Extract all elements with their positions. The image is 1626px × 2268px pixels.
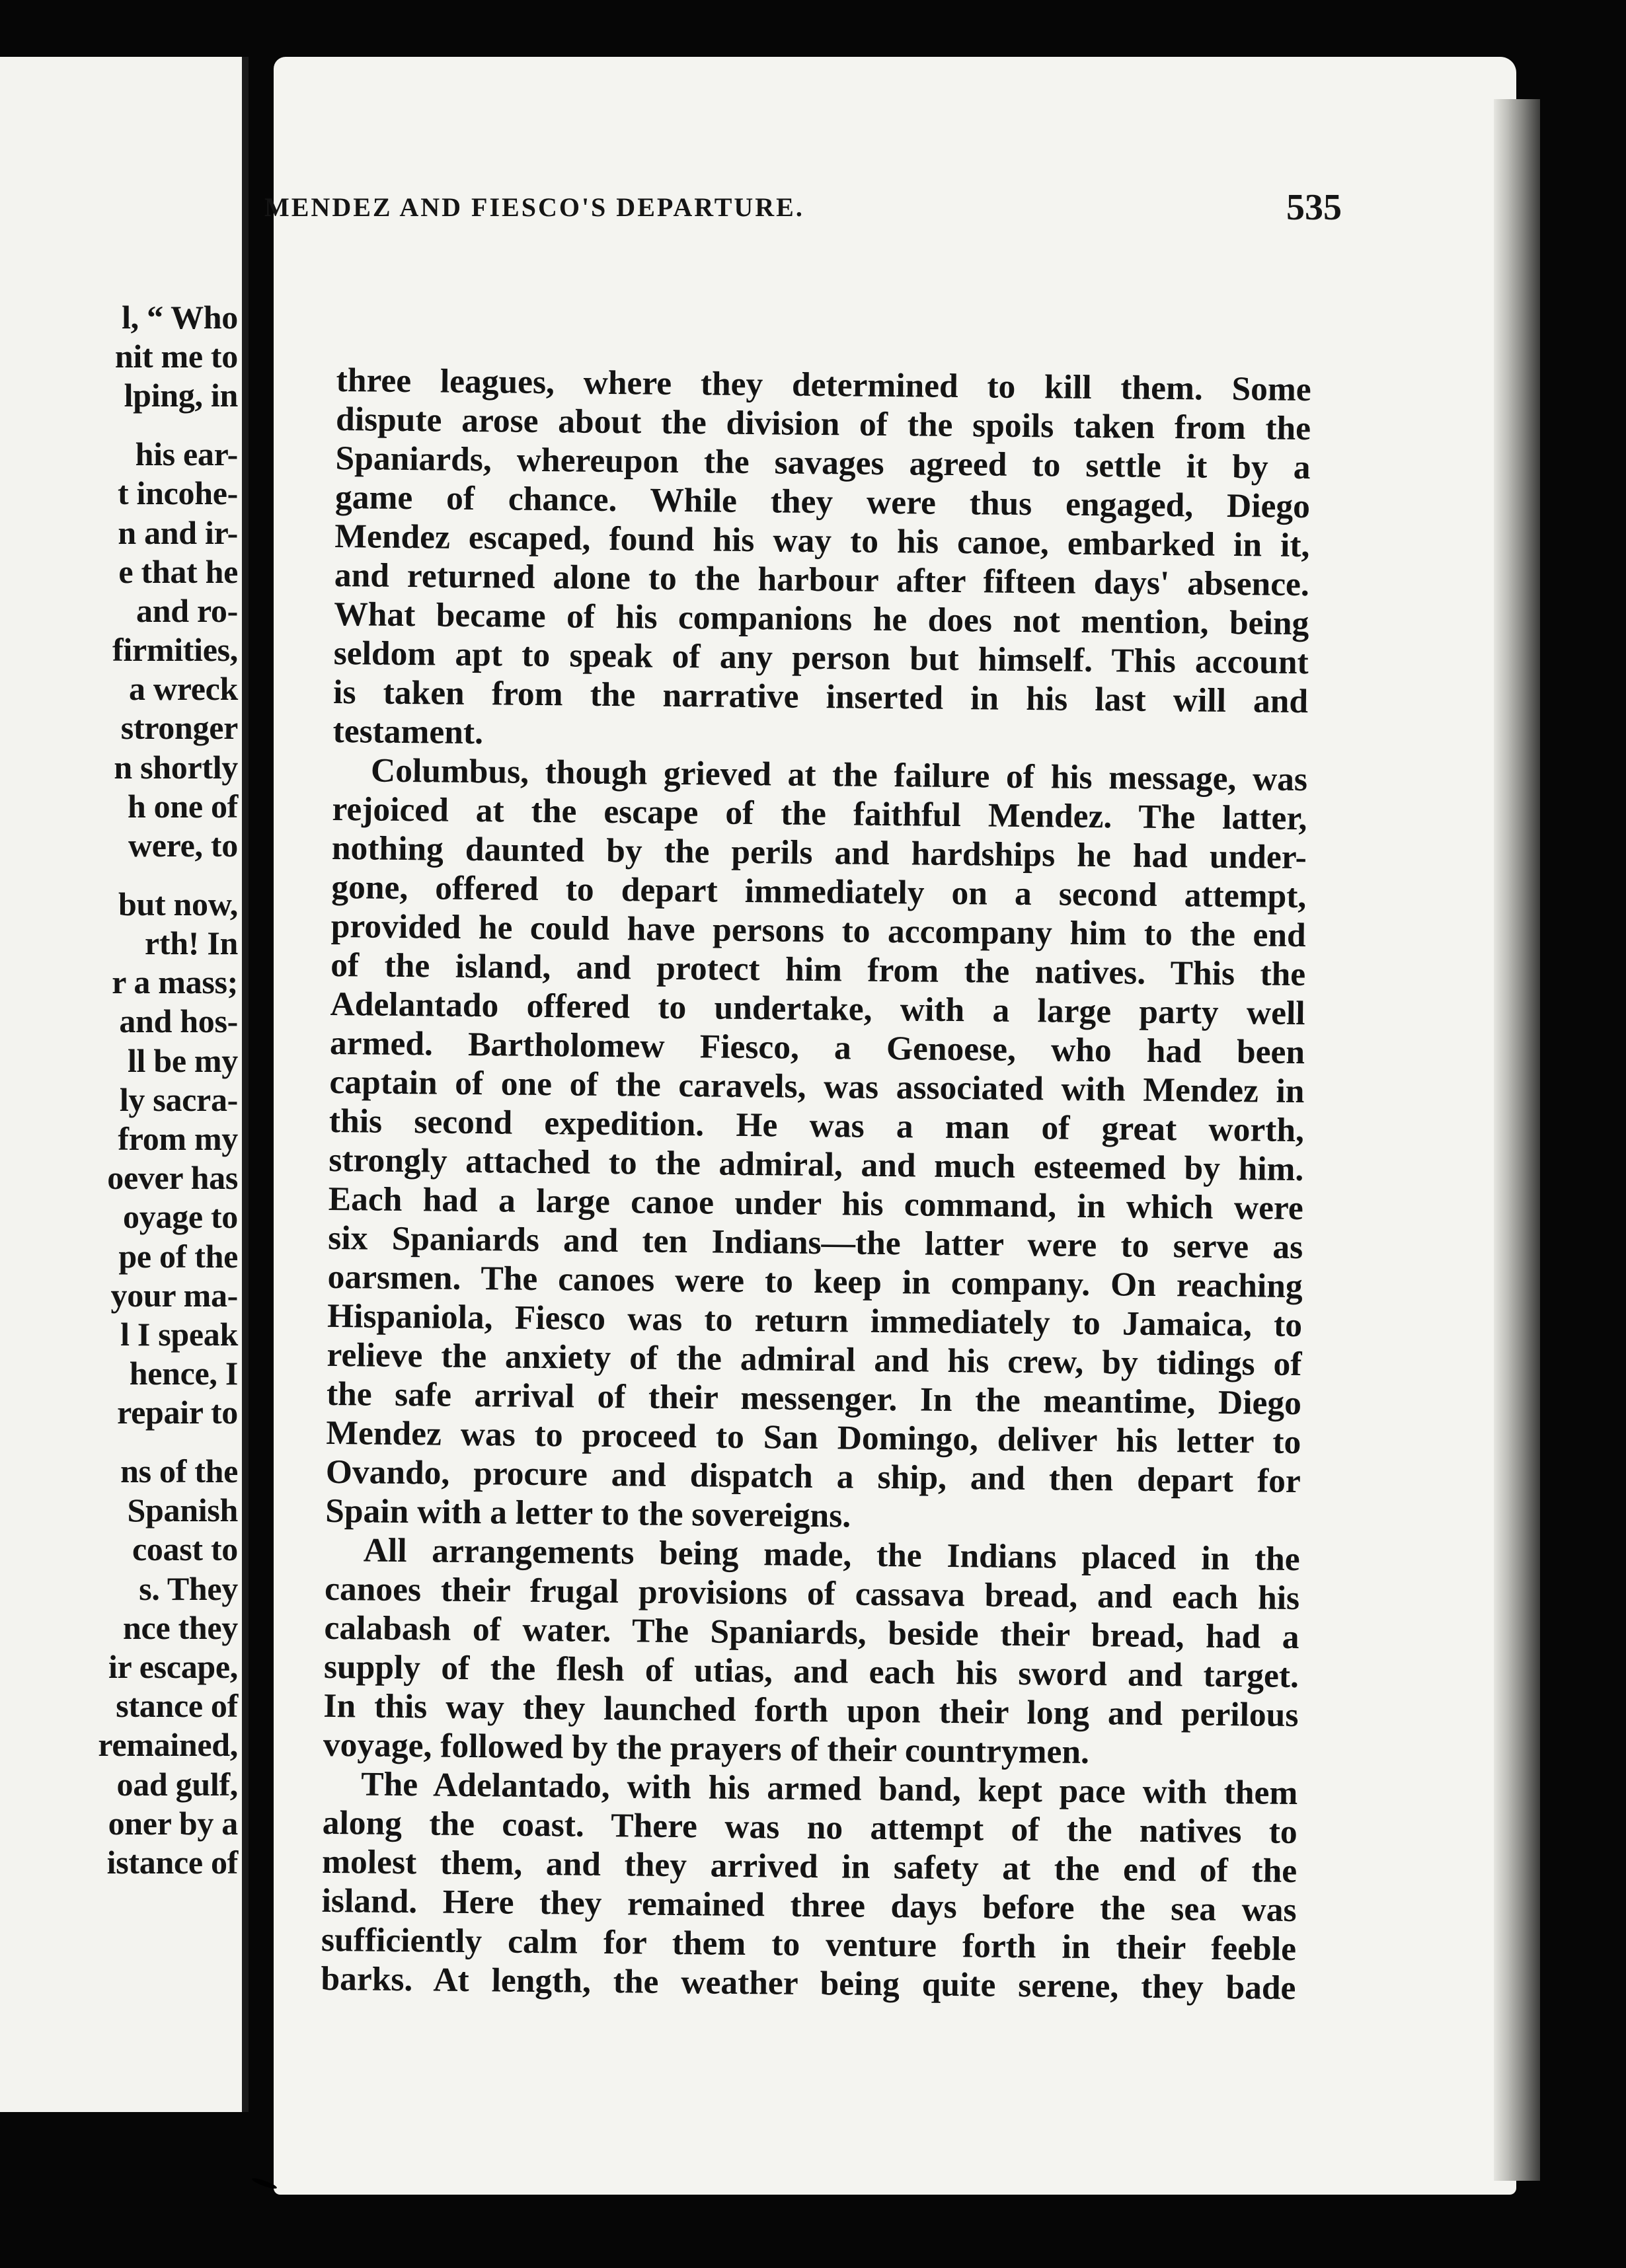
text-line: is taken from the narrative inserted in his last will and bbox=[332, 673, 1309, 721]
text-line: canoes their frugal provisions of cassava bread, and each his bbox=[324, 1569, 1300, 1618]
text-line: voyage, followed by the prayers of their countrymen. bbox=[323, 1725, 1090, 1772]
text-line: Mendez escaped, found his way to his canoe, embarked in it, bbox=[334, 517, 1310, 565]
text-line: Spaniards, whereupon the savages agreed to settle it by a bbox=[335, 439, 1311, 487]
running-title: MENDEZ AND FIESCO'S DEPARTURE. bbox=[264, 192, 804, 222]
text-line: strongly attached to the admiral, and much esteemed by him. bbox=[329, 1141, 1304, 1189]
text-line: of the island, and protect him from the natives. This the bbox=[330, 946, 1306, 994]
facing-page-line: l I speak bbox=[120, 1315, 238, 1353]
facing-page-line: repair to bbox=[117, 1394, 238, 1431]
facing-page-line: and ro- bbox=[136, 591, 238, 629]
facing-page-line: nce they bbox=[123, 1608, 238, 1646]
facing-page-line: stance of bbox=[116, 1687, 238, 1725]
facing-page-line: n shortly bbox=[114, 748, 238, 786]
facing-page-line: s. They bbox=[139, 1569, 238, 1607]
facing-page-line: a wreck bbox=[129, 670, 238, 708]
facing-page-line: oyage to bbox=[123, 1198, 238, 1236]
text-line: nothing daunted by the perils and hardships he had under- bbox=[331, 829, 1307, 877]
text-line: All arrangements being made, the Indians placed in the bbox=[363, 1531, 1300, 1579]
facing-page-line: r a mass; bbox=[112, 964, 238, 1001]
text-line: Mendez was to proceed to San Domingo, deliver his letter to bbox=[326, 1414, 1301, 1462]
text-line: oarsmen. The canoes were to keep in company. On reaching bbox=[327, 1258, 1303, 1306]
facing-page-line bbox=[0, 865, 238, 885]
facing-page-line: t incohe- bbox=[118, 474, 238, 512]
facing-page-line: Spanish bbox=[127, 1492, 238, 1529]
text-line: Hispaniola, Fiesco was to return immediately to Jamaica, to bbox=[327, 1297, 1303, 1345]
facing-page-line: nit me to bbox=[114, 338, 238, 375]
facing-page-line: but now, bbox=[118, 885, 238, 923]
facing-page-line: oad gulf, bbox=[116, 1765, 238, 1803]
facing-page-line: ly sacra- bbox=[119, 1080, 238, 1118]
facing-page-line bbox=[0, 1432, 238, 1452]
facing-page-line: from my bbox=[118, 1119, 238, 1157]
text-line: What became of his companions he does not mention, being bbox=[334, 595, 1309, 643]
text-line: this second expedition. He was a man of great worth, bbox=[329, 1102, 1305, 1150]
text-line: relieve the anxiety of the admiral and his crew, by tidings of bbox=[327, 1336, 1302, 1384]
facing-page-line: rth! In bbox=[145, 925, 238, 962]
text-line: supply of the flesh of utias, and each his sword and target. bbox=[323, 1647, 1299, 1696]
facing-page-line: and hos- bbox=[119, 1002, 238, 1040]
text-line: The Adelantado, with his armed band, kept pace with them bbox=[361, 1765, 1298, 1813]
facing-page-line: h one of bbox=[127, 787, 238, 825]
facing-page-line: n and ir- bbox=[118, 513, 238, 551]
text-line: Ovando, procure and dispatch a ship, and then depart for bbox=[325, 1453, 1301, 1501]
text-line: molest them, and they arrived in safety at the end of the bbox=[321, 1842, 1297, 1891]
text-line: captain of one of the caravels, was associated with Mendez in bbox=[329, 1063, 1305, 1111]
facing-page-line: ns of the bbox=[120, 1453, 238, 1490]
text-line: along the coast. There was no attempt of the natives to bbox=[322, 1803, 1297, 1852]
text-line: In this way they launched forth upon their long and perilous bbox=[323, 1686, 1299, 1735]
facing-page-line: e that he bbox=[118, 552, 238, 590]
text-line: Spain with a letter to the sovereigns. bbox=[325, 1492, 851, 1535]
facing-page-line: istance of bbox=[106, 1843, 238, 1881]
facing-page-line: ir escape, bbox=[108, 1647, 238, 1685]
text-line: Each had a large canoe under his command, in which were bbox=[328, 1180, 1304, 1228]
text-line: testament. bbox=[332, 712, 484, 752]
facing-page-line: ll be my bbox=[127, 1041, 238, 1079]
facing-page-line: oner by a bbox=[108, 1804, 238, 1842]
facing-page-line: hence, I bbox=[129, 1355, 238, 1392]
text-line: and returned alone to the harbour after fifteen days' absence. bbox=[334, 556, 1310, 604]
text-line: barks. At length, the weather being quite serene, they bade bbox=[321, 1959, 1296, 2008]
text-line: Adelantado offered to undertake, with a large party well bbox=[330, 985, 1305, 1033]
facing-page-line: lping, in bbox=[124, 377, 238, 414]
text-line: the safe arrival of their messenger. In the meantime, Diego bbox=[326, 1375, 1302, 1423]
text-line: island. Here they remained three days before the sea was bbox=[321, 1881, 1297, 1930]
text-line: gone, offered to depart immediately on a second attempt, bbox=[331, 868, 1307, 916]
facing-page-line: your ma- bbox=[110, 1276, 238, 1314]
text-line: rejoiced at the escape of the faithful Mendez. The latter, bbox=[332, 790, 1307, 838]
text-line: armed. Bartholomew Fiesco, a Genoese, who had been bbox=[329, 1024, 1305, 1072]
facing-page-line: stronger bbox=[120, 709, 238, 747]
text-line: seldom apt to speak of any person but himself. This account bbox=[333, 634, 1309, 682]
text-line: game of chance. While they were thus engaged, Diego bbox=[334, 478, 1311, 526]
facing-page-line bbox=[0, 416, 238, 435]
facing-page-line: l, “ Who bbox=[122, 299, 238, 336]
body-text bbox=[321, 361, 1311, 2008]
text-line: six Spaniards and ten Indians—the latter were to serve as bbox=[327, 1219, 1303, 1267]
text-line: sufficiently calm for them to venture forth in their feeble bbox=[321, 1920, 1297, 1969]
page-number: 535 bbox=[1286, 187, 1342, 228]
facing-page-text bbox=[0, 298, 238, 1882]
text-line: Columbus, though grieved at the failure of his message, was bbox=[370, 751, 1308, 799]
facing-page-line: firmities, bbox=[112, 631, 238, 669]
facing-page-line: coast to bbox=[132, 1531, 238, 1568]
facing-page-line: his ear- bbox=[135, 435, 238, 473]
text-line: dispute arose about the division of the spoils taken from the bbox=[335, 400, 1311, 448]
facing-page-line: were, to bbox=[128, 827, 238, 864]
text-line: calabash of water. The Spaniards, beside their bread, had a bbox=[324, 1608, 1299, 1657]
facing-page-line: oever has bbox=[107, 1159, 238, 1197]
facing-page-line: remained, bbox=[98, 1726, 238, 1764]
text-line: three leagues, where they determined to kill them. Some bbox=[336, 361, 1311, 409]
text-line: provided he could have persons to accompany him to the end bbox=[330, 907, 1306, 955]
facing-page-line: pe of the bbox=[118, 1237, 238, 1275]
page-text-area bbox=[274, 57, 1516, 2195]
facing-page-fragment bbox=[0, 57, 249, 2112]
